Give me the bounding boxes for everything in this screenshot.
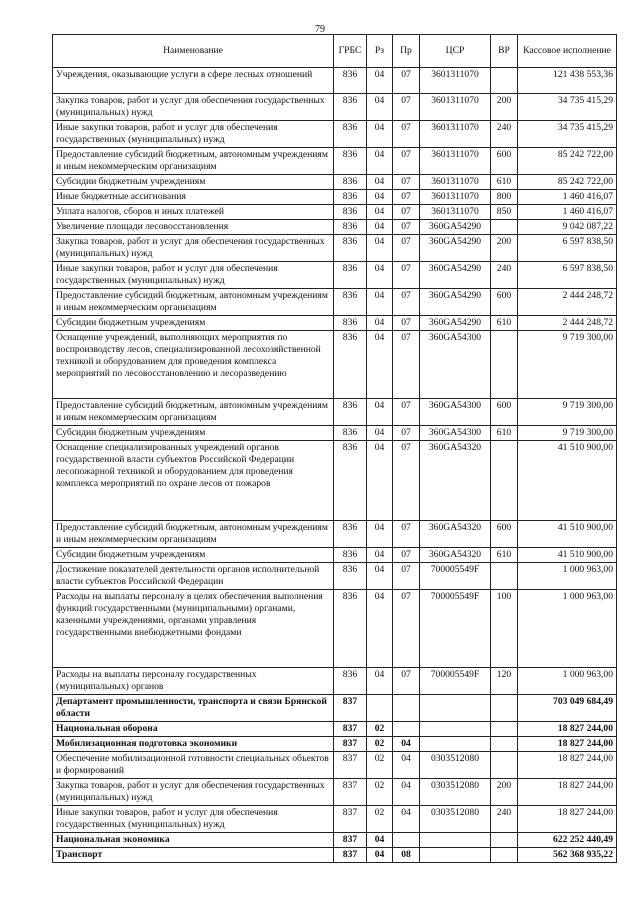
cell-name: Иные закупки товаров, работ и услуг для обеспечения государственных (муниципальных) нужд — [53, 121, 334, 148]
cell-pr: 07 — [393, 426, 420, 441]
cell-csr: 0303512080 — [420, 779, 491, 806]
table-row — [53, 521, 617, 548]
cell-amount: 41 510 900,00 — [518, 441, 617, 521]
cell-grbs: 836 — [334, 426, 367, 441]
table-row — [53, 737, 617, 752]
cell-vr: 610 — [491, 316, 518, 331]
cell-grbs: 836 — [334, 235, 367, 262]
cell-pr: 07 — [393, 190, 420, 205]
cell-name: Оснащение учреждений, выполняющих мероприятия по воспроизводству лесов, специализированной лесохозяйственной техникой и оборудованием для проведения комплекса мероприятий по лесовосстановлению и лесоразведению — [53, 331, 334, 399]
cell-name: Национальная оборона — [53, 722, 334, 737]
cell-amount: 121 438 553,36 — [518, 68, 617, 94]
cell-vr: 800 — [491, 190, 518, 205]
cell-csr: 360GA54320 — [420, 521, 491, 548]
cell-grbs: 836 — [334, 331, 367, 399]
cell-csr: 3601311070 — [420, 94, 491, 121]
cell-vr: 200 — [491, 235, 518, 262]
cell-grbs: 836 — [334, 121, 367, 148]
cell-rz: 04 — [367, 833, 393, 848]
cell-grbs: 836 — [334, 68, 367, 94]
cell-name: Иные закупки товаров, работ и услуг для обеспечения государственных (муниципальных) нужд — [53, 262, 334, 289]
cell-rz: 04 — [367, 426, 393, 441]
cell-rz: 04 — [367, 548, 393, 563]
table-row — [53, 331, 617, 399]
cell-name: Закупка товаров, работ и услуг для обеспечения государственных (муниципальных) нужд — [53, 779, 334, 806]
cell-vr — [491, 833, 518, 848]
cell-vr: 240 — [491, 262, 518, 289]
cell-rz: 04 — [367, 316, 393, 331]
cell-vr — [491, 752, 518, 779]
cell-amount: 1 000 963,00 — [518, 590, 617, 668]
table-row — [53, 68, 617, 94]
table-row — [53, 722, 617, 737]
cell-name: Национальная экономика — [53, 833, 334, 848]
cell-rz: 04 — [367, 590, 393, 668]
cell-csr: 700005549F — [420, 590, 491, 668]
cell-name: Расходы на выплаты персоналу государственных (муниципальных) органов — [53, 668, 334, 695]
header-pr: Пр — [393, 35, 420, 68]
cell-amount: 1 000 963,00 — [518, 563, 617, 590]
cell-vr — [491, 737, 518, 752]
cell-rz: 04 — [367, 331, 393, 399]
cell-grbs: 836 — [334, 521, 367, 548]
header-csr: ЦСР — [420, 35, 491, 68]
cell-amount: 85 242 722,00 — [518, 175, 617, 190]
header-name: Наименование — [53, 35, 334, 68]
cell-csr: 360GA54300 — [420, 399, 491, 426]
table-row — [53, 289, 617, 316]
cell-vr: 850 — [491, 205, 518, 220]
cell-name: Предоставление субсидий бюджетным, автономным учреждениям и иным некоммерческим организациям — [53, 399, 334, 426]
table-row — [53, 262, 617, 289]
cell-amount: 18 827 244,00 — [518, 752, 617, 779]
cell-rz: 04 — [367, 289, 393, 316]
cell-amount: 1 000 963,00 — [518, 668, 617, 695]
cell-vr: 240 — [491, 806, 518, 833]
cell-vr: 610 — [491, 426, 518, 441]
cell-amount: 18 827 244,00 — [518, 722, 617, 737]
cell-csr: 700005549F — [420, 563, 491, 590]
cell-rz: 04 — [367, 220, 393, 235]
cell-pr: 07 — [393, 205, 420, 220]
table-row — [53, 121, 617, 148]
cell-rz: 04 — [367, 121, 393, 148]
header-grbs: ГРБС — [334, 35, 367, 68]
cell-rz: 04 — [367, 175, 393, 190]
cell-pr: 07 — [393, 563, 420, 590]
cell-amount: 6 597 838,50 — [518, 262, 617, 289]
cell-pr: 07 — [393, 316, 420, 331]
cell-amount: 9 042 087,22 — [518, 220, 617, 235]
cell-vr: 100 — [491, 590, 518, 668]
cell-csr: 0303512080 — [420, 752, 491, 779]
table-row — [53, 833, 617, 848]
cell-rz: 02 — [367, 806, 393, 833]
cell-rz: 04 — [367, 262, 393, 289]
cell-grbs: 836 — [334, 148, 367, 175]
cell-pr: 07 — [393, 548, 420, 563]
cell-csr: 360GA54290 — [420, 235, 491, 262]
cell-rz: 04 — [367, 441, 393, 521]
cell-name: Предоставление субсидий бюджетным, автономным учреждениям и иным некоммерческим организациям — [53, 289, 334, 316]
cell-amount: 2 444 248,72 — [518, 316, 617, 331]
cell-vr — [491, 331, 518, 399]
table-row — [53, 94, 617, 121]
cell-name: Субсидии бюджетным учреждениям — [53, 426, 334, 441]
page-number: 79 — [315, 24, 325, 35]
cell-amount: 703 049 684,49 — [518, 695, 617, 722]
cell-pr: 07 — [393, 68, 420, 94]
budget-table — [52, 34, 617, 863]
cell-vr: 600 — [491, 148, 518, 175]
cell-rz: 04 — [367, 148, 393, 175]
cell-grbs: 836 — [334, 548, 367, 563]
table-row — [53, 175, 617, 190]
table-row — [53, 752, 617, 779]
cell-name: Закупка товаров, работ и услуг для обеспечения государственных (муниципальных) нужд — [53, 94, 334, 121]
cell-amount: 34 735 415,29 — [518, 94, 617, 121]
cell-grbs: 836 — [334, 289, 367, 316]
cell-csr — [420, 848, 491, 863]
cell-vr: 200 — [491, 779, 518, 806]
cell-csr: 700005549F — [420, 668, 491, 695]
cell-csr — [420, 833, 491, 848]
cell-amount: 9 719 300,00 — [518, 331, 617, 399]
cell-grbs: 837 — [334, 752, 367, 779]
cell-csr — [420, 722, 491, 737]
cell-rz: 02 — [367, 737, 393, 752]
cell-vr — [491, 695, 518, 722]
cell-csr: 360GA54320 — [420, 548, 491, 563]
cell-vr — [491, 220, 518, 235]
cell-grbs: 837 — [334, 779, 367, 806]
cell-vr: 600 — [491, 399, 518, 426]
cell-csr: 360GA54290 — [420, 220, 491, 235]
cell-pr: 07 — [393, 289, 420, 316]
cell-pr: 04 — [393, 752, 420, 779]
table-row — [53, 695, 617, 722]
cell-grbs: 837 — [334, 722, 367, 737]
table-row — [53, 590, 617, 668]
table-row — [53, 848, 617, 863]
cell-pr: 07 — [393, 121, 420, 148]
cell-name: Департамент промышленности, транспорта и связи Брянской области — [53, 695, 334, 722]
cell-name: Иные бюджетные ассигнования — [53, 190, 334, 205]
cell-pr: 04 — [393, 806, 420, 833]
cell-csr: 3601311070 — [420, 190, 491, 205]
cell-vr — [491, 722, 518, 737]
cell-rz: 04 — [367, 68, 393, 94]
table-row — [53, 779, 617, 806]
cell-rz: 04 — [367, 399, 393, 426]
cell-pr: 07 — [393, 220, 420, 235]
cell-grbs: 836 — [334, 205, 367, 220]
cell-vr — [491, 441, 518, 521]
cell-name: Предоставление субсидий бюджетным, автономным учреждениям и иным некоммерческим организациям — [53, 521, 334, 548]
cell-csr: 3601311070 — [420, 205, 491, 220]
cell-csr: 360GA54300 — [420, 426, 491, 441]
cell-name: Субсидии бюджетным учреждениям — [53, 548, 334, 563]
cell-csr: 360GA54320 — [420, 441, 491, 521]
header-rz: Рз — [367, 35, 393, 68]
cell-name: Мобилизационная подготовка экономики — [53, 737, 334, 752]
table-row — [53, 148, 617, 175]
cell-grbs: 837 — [334, 695, 367, 722]
cell-name: Иные закупки товаров, работ и услуг для обеспечения государственных (муниципальных) нужд — [53, 806, 334, 833]
cell-name: Транспорт — [53, 848, 334, 863]
cell-name: Уплата налогов, сборов и иных платежей — [53, 205, 334, 220]
cell-grbs: 836 — [334, 190, 367, 205]
cell-name: Оснащение специализированных учреждений органов государственной власти субъектов Российской Федерации лесопожарной техникой и оборудованием для проведения комплекса мероприятий по охране лесов от пожаров — [53, 441, 334, 521]
cell-rz: 04 — [367, 235, 393, 262]
cell-amount: 1 460 416,07 — [518, 190, 617, 205]
cell-amount: 6 597 838,50 — [518, 235, 617, 262]
table-header-row — [53, 35, 617, 68]
cell-grbs: 836 — [334, 316, 367, 331]
cell-pr: 07 — [393, 262, 420, 289]
cell-name: Обеспечение мобилизационной готовности специальных объектов и формирований — [53, 752, 334, 779]
cell-rz — [367, 695, 393, 722]
cell-csr — [420, 737, 491, 752]
cell-csr: 360GA54290 — [420, 289, 491, 316]
table-row — [53, 806, 617, 833]
table-row — [53, 563, 617, 590]
cell-pr: 07 — [393, 235, 420, 262]
cell-rz: 04 — [367, 563, 393, 590]
cell-name: Субсидии бюджетным учреждениям — [53, 316, 334, 331]
cell-vr — [491, 563, 518, 590]
cell-grbs: 836 — [334, 590, 367, 668]
cell-amount: 18 827 244,00 — [518, 806, 617, 833]
cell-name: Расходы на выплаты персоналу в целях обеспечения выполнения функций государственными (муниципальными) органами, казенными учреждениями, органами управления государственными внебюджетными фондами — [53, 590, 334, 668]
cell-rz: 04 — [367, 205, 393, 220]
cell-rz: 04 — [367, 848, 393, 863]
cell-csr: 3601311070 — [420, 68, 491, 94]
cell-grbs: 836 — [334, 441, 367, 521]
cell-amount: 562 368 935,22 — [518, 848, 617, 863]
cell-vr: 610 — [491, 548, 518, 563]
table-row — [53, 548, 617, 563]
cell-rz: 02 — [367, 722, 393, 737]
table-row — [53, 441, 617, 521]
cell-grbs: 837 — [334, 833, 367, 848]
cell-name: Учреждения, оказывающие услуги в сфере лесных отношений — [53, 68, 334, 94]
cell-vr — [491, 848, 518, 863]
cell-csr: 0303512080 — [420, 806, 491, 833]
cell-amount: 2 444 248,72 — [518, 289, 617, 316]
cell-amount: 41 510 900,00 — [518, 548, 617, 563]
table-row — [53, 316, 617, 331]
cell-vr: 600 — [491, 521, 518, 548]
header-vr: ВР — [491, 35, 518, 68]
table-row — [53, 426, 617, 441]
cell-grbs: 837 — [334, 848, 367, 863]
cell-pr: 04 — [393, 779, 420, 806]
cell-grbs: 836 — [334, 220, 367, 235]
cell-pr — [393, 695, 420, 722]
cell-name: Закупка товаров, работ и услуг для обеспечения государственных (муниципальных) нужд — [53, 235, 334, 262]
cell-amount: 18 827 244,00 — [518, 737, 617, 752]
cell-csr — [420, 695, 491, 722]
cell-csr: 360GA54290 — [420, 262, 491, 289]
cell-grbs: 836 — [334, 563, 367, 590]
cell-name: Субсидии бюджетным учреждениям — [53, 175, 334, 190]
cell-csr: 3601311070 — [420, 148, 491, 175]
cell-amount: 85 242 722,00 — [518, 148, 617, 175]
cell-pr: 07 — [393, 331, 420, 399]
table-row — [53, 190, 617, 205]
cell-pr: 07 — [393, 668, 420, 695]
cell-rz: 04 — [367, 668, 393, 695]
table-row — [53, 399, 617, 426]
cell-csr: 3601311070 — [420, 121, 491, 148]
cell-grbs: 837 — [334, 737, 367, 752]
cell-name: Предоставление субсидий бюджетным, автономным учреждениям и иным некоммерческим организациям — [53, 148, 334, 175]
cell-grbs: 836 — [334, 94, 367, 121]
cell-pr: 07 — [393, 590, 420, 668]
cell-vr: 600 — [491, 289, 518, 316]
table-row — [53, 205, 617, 220]
cell-amount: 622 252 440,49 — [518, 833, 617, 848]
cell-grbs: 837 — [334, 806, 367, 833]
cell-csr: 3601311070 — [420, 175, 491, 190]
table-row — [53, 668, 617, 695]
cell-vr: 120 — [491, 668, 518, 695]
cell-csr: 360GA54300 — [420, 331, 491, 399]
table-row — [53, 235, 617, 262]
cell-grbs: 836 — [334, 175, 367, 190]
cell-vr: 240 — [491, 121, 518, 148]
cell-grbs: 836 — [334, 668, 367, 695]
cell-name: Увеличение площади лесовосстановления — [53, 220, 334, 235]
cell-grbs: 836 — [334, 262, 367, 289]
cell-rz: 04 — [367, 94, 393, 121]
cell-rz: 02 — [367, 779, 393, 806]
header-amount: Кассовое исполнение — [518, 35, 617, 68]
cell-amount: 18 827 244,00 — [518, 779, 617, 806]
cell-pr: 08 — [393, 848, 420, 863]
cell-amount: 1 460 416,07 — [518, 205, 617, 220]
cell-pr: 07 — [393, 175, 420, 190]
cell-rz: 04 — [367, 190, 393, 205]
cell-pr: 04 — [393, 737, 420, 752]
cell-name: Достижение показателей деятельности органов исполнительной власти субъектов Российской Федерации — [53, 563, 334, 590]
cell-amount: 9 719 300,00 — [518, 399, 617, 426]
cell-pr: 07 — [393, 94, 420, 121]
cell-pr: 07 — [393, 148, 420, 175]
cell-pr — [393, 722, 420, 737]
cell-rz: 04 — [367, 521, 393, 548]
cell-vr: 610 — [491, 175, 518, 190]
cell-amount: 41 510 900,00 — [518, 521, 617, 548]
cell-pr — [393, 833, 420, 848]
cell-csr: 360GA54290 — [420, 316, 491, 331]
cell-amount: 34 735 415,29 — [518, 121, 617, 148]
cell-pr: 07 — [393, 521, 420, 548]
cell-pr: 07 — [393, 441, 420, 521]
cell-vr — [491, 68, 518, 94]
cell-grbs: 836 — [334, 399, 367, 426]
table-row — [53, 220, 617, 235]
cell-amount: 9 719 300,00 — [518, 426, 617, 441]
cell-vr: 200 — [491, 94, 518, 121]
cell-rz: 02 — [367, 752, 393, 779]
cell-pr: 07 — [393, 399, 420, 426]
